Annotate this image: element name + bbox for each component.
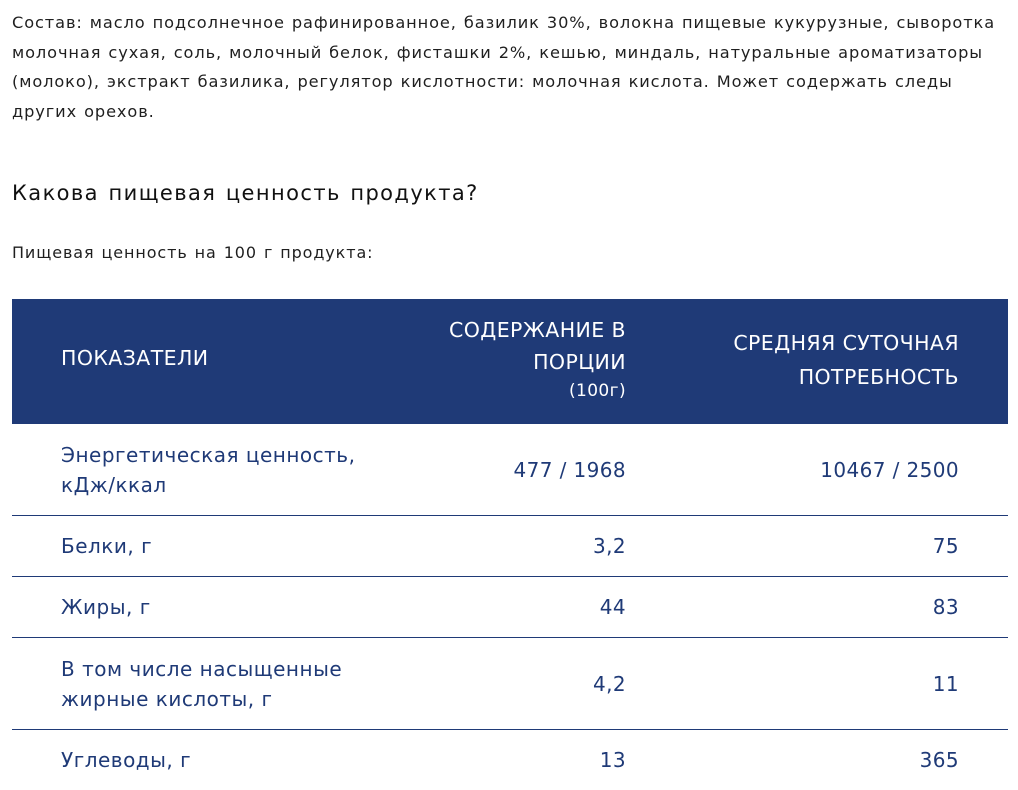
column-header-daily-line2: ПОТРЕБНОСТЬ: [798, 365, 959, 389]
row-name-saturated-fat: [61, 654, 342, 714]
column-header-daily-line1: СРЕДНЯЯ СУТОЧНАЯ: [733, 331, 959, 355]
row-daily-value: 10467 / 2500: [820, 458, 959, 482]
nutrition-table: [12, 299, 1008, 790]
row-portion-value: 477 / 1968: [513, 458, 626, 482]
row-name-protein: Белки, г: [61, 534, 153, 558]
column-header-portion-unit: (100г): [568, 381, 626, 401]
column-header-indicators: ПОКАЗАТЕЛИ: [61, 346, 209, 370]
row-name-energy: [61, 440, 355, 500]
column-header-portion-line1: СОДЕРЖАНИЕ В: [449, 318, 626, 342]
row-daily-value: 365: [919, 748, 959, 772]
row-name-fat: Жиры, г: [61, 595, 151, 619]
table-row: [12, 424, 1008, 516]
row-daily-value: 83: [932, 595, 959, 619]
nutrition-question-heading: Какова пищевая ценность продукта?: [12, 181, 479, 205]
table-row: [12, 638, 1008, 730]
row-daily-value: 75: [932, 534, 959, 558]
table-row: [12, 516, 1008, 577]
row-portion-value: 44: [599, 595, 626, 619]
row-name-line2: жирные кислоты, г: [61, 687, 273, 711]
row-portion-value: 3,2: [592, 534, 626, 558]
table-header: [12, 299, 1008, 424]
row-name-line2: кДж/ккал: [61, 473, 167, 497]
row-name-line1: В том числе насыщенные: [61, 657, 343, 681]
column-header-portion-line2: ПОРЦИИ: [533, 350, 626, 374]
column-header-portion: [449, 314, 626, 402]
row-portion-value: 13: [599, 748, 626, 772]
row-daily-value: 11: [932, 672, 959, 696]
row-name-carbohydrates: Углеводы, г: [61, 748, 192, 772]
column-header-daily-need: [733, 326, 959, 394]
row-portion-value: 4,2: [592, 672, 626, 696]
table-row: [12, 577, 1008, 638]
table-row: [12, 730, 1008, 790]
row-name-line1: Энергетическая ценность,: [61, 443, 356, 467]
ingredients-text: Состав: масло подсолнечное рафинированное, базилик 30%, волокна пищевые кукурузные, сыворотка молочная сухая, соль, молочный белок, фисташки 2%, кешью, миндаль, натуральные ароматизаторы (молоко), экстракт базилика, регулятор кислотности: молочная кислота. Может содержать следы других орехов.: [12, 13, 996, 121]
per-100g-label: Пищевая ценность на 100 г продукта:: [12, 243, 374, 262]
